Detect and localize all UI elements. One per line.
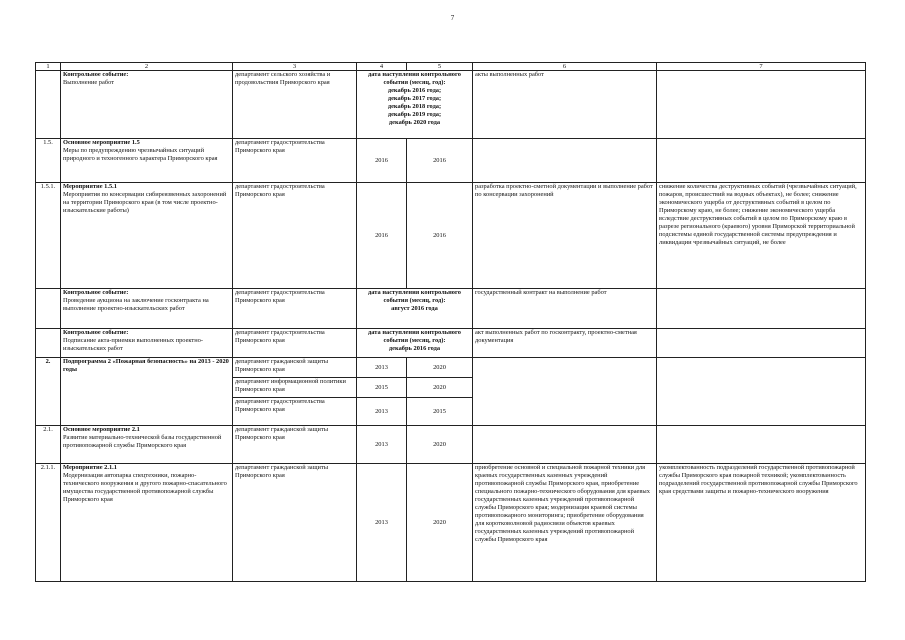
item-description xyxy=(61,464,233,582)
indicator: укомплектованность подразделений государственной противопожарной службы Приморского края пожарной техникой; укомплектованность подразделений государственной противопожарной службы Приморского края средствами защиты и пожарно-технического вооружения xyxy=(657,464,866,582)
start-year: 2013 xyxy=(357,426,407,464)
item-description xyxy=(61,71,233,139)
end-year: 2020 xyxy=(407,426,473,464)
table-row xyxy=(36,71,866,139)
column-number: 1 xyxy=(36,63,61,71)
item-description xyxy=(61,139,233,183)
column-number-row xyxy=(36,63,866,71)
expected-result: приобретение основной и специальной пожарной техники для краевых государственных казенных учреждений противопожарной службы Приморского края, приобретение специального пожарно-технического оборудования для краевых государственных казенных учреждений противопожарной службы Приморского края; модернизация краевой системы противопожарного мониторинга; приобретение оборудования для коротковолновой радиосвязи объектов краевых государственных казенных учреждений противопожарной службы Приморского края xyxy=(473,464,657,582)
column-number: 2 xyxy=(61,63,233,71)
table-row xyxy=(36,329,866,358)
table-row xyxy=(36,464,866,582)
end-year: 2020 xyxy=(407,464,473,582)
item-number: 2.1. xyxy=(36,426,61,464)
item-number xyxy=(36,329,61,358)
indicator xyxy=(657,358,866,426)
table-row xyxy=(36,289,866,329)
start-year: 2015 xyxy=(357,378,407,398)
item-number: 1.5.1. xyxy=(36,183,61,289)
item-description xyxy=(61,329,233,358)
expected-result: акты выполненных работ xyxy=(473,71,657,139)
item-text: Выполнение работ xyxy=(63,79,114,86)
indicator xyxy=(657,426,866,464)
executor: департамент градостроительства Приморского края xyxy=(233,329,357,358)
executor: департамент градостроительства Приморского края xyxy=(233,289,357,329)
end-year: 2015 xyxy=(407,398,473,426)
item-description xyxy=(61,426,233,464)
start-year: 2013 xyxy=(357,398,407,426)
item-number: 1.5. xyxy=(36,139,61,183)
indicator xyxy=(657,289,866,329)
expected-result xyxy=(473,139,657,183)
column-number: 5 xyxy=(407,63,473,71)
executor: департамент гражданской защиты Приморского края xyxy=(233,426,357,464)
item-title: Мероприятие 2.1.1 xyxy=(63,464,117,471)
item-text: Меры по предупреждению чрезвычайных ситуаций природного и техногенного характера Приморского края xyxy=(63,147,218,162)
expected-result: разработка проектно-сметной документации и выполнение работ по консервации захоронений xyxy=(473,183,657,289)
table-row xyxy=(36,183,866,289)
item-title: Мероприятие 1.5.1 xyxy=(63,183,117,190)
executor: департамент гражданской защиты Приморского края xyxy=(233,358,357,378)
column-number: 7 xyxy=(657,63,866,71)
indicator xyxy=(657,329,866,358)
item-text: Подписание акта-приемки выполненных проектно-изыскательских работ xyxy=(63,337,203,352)
executor: департамент градостроительства Приморского края xyxy=(233,139,357,183)
end-year: 2020 xyxy=(407,378,473,398)
column-number: 6 xyxy=(473,63,657,71)
expected-result: государственный контракт на выполнение работ xyxy=(473,289,657,329)
item-number xyxy=(36,289,61,329)
program-table xyxy=(35,62,866,582)
item-title: Основное мероприятие 2.1 xyxy=(63,426,140,433)
start-year: 2016 xyxy=(357,183,407,289)
item-text: Проведение аукциона на заключение госконтракта на выполнение проектно-изыскательских работ xyxy=(63,297,209,312)
end-year: 2016 xyxy=(407,183,473,289)
item-text: Мероприятия по консервации сибиреязвенных захоронений на территории Приморского края (в том числе проектно-изыскательские работы) xyxy=(63,191,227,214)
control-event-dates: дата наступления контрольного события (месяц, год): декабрь 2016 года; декабрь 2017 года; декабрь 2018 года; декабрь 2019 года; декабрь 2020 года xyxy=(357,71,473,139)
item-description xyxy=(61,289,233,329)
start-year: 2013 xyxy=(357,464,407,582)
item-title: Подпрограмма 2 «Пожарная безопасность» на 2013 - 2020 годы xyxy=(61,358,233,426)
executor: департамент градостроительства Приморского края xyxy=(233,398,357,426)
indicator xyxy=(657,139,866,183)
start-year: 2016 xyxy=(357,139,407,183)
end-year: 2020 xyxy=(407,358,473,378)
item-number: 2.1.1. xyxy=(36,464,61,582)
expected-result xyxy=(473,426,657,464)
indicator xyxy=(657,71,866,139)
table-row xyxy=(36,358,866,378)
item-description xyxy=(61,183,233,289)
column-number: 4 xyxy=(357,63,407,71)
start-year: 2013 xyxy=(357,358,407,378)
item-text: Развитие материально-технической базы государственной противопожарной службы Приморского края xyxy=(63,434,222,449)
item-number xyxy=(36,71,61,139)
item-title: Контрольное событие: xyxy=(63,329,129,336)
control-event-dates: дата наступления контрольного события (месяц, год): декабрь 2016 года xyxy=(357,329,473,358)
executor: департамент гражданской защиты Приморского края xyxy=(233,464,357,582)
executor: департамент сельского хозяйства и продовольствия Приморского края xyxy=(233,71,357,139)
end-year: 2016 xyxy=(407,139,473,183)
executor: департамент градостроительства Приморского края xyxy=(233,183,357,289)
expected-result xyxy=(473,358,657,426)
expected-result: акт выполненных работ по госконтракту, проектно-сметная документация xyxy=(473,329,657,358)
executor: департамент информационной политики Приморского края xyxy=(233,378,357,398)
item-title: Контрольное событие: xyxy=(63,71,129,78)
item-number: 2. xyxy=(36,358,61,426)
item-title: Основное мероприятие 1.5 xyxy=(63,139,140,146)
control-event-dates: дата наступления контрольного события (месяц, год): август 2016 года xyxy=(357,289,473,329)
table-row xyxy=(36,139,866,183)
column-number: 3 xyxy=(233,63,357,71)
page-number: 7 xyxy=(450,14,455,22)
table-row xyxy=(36,426,866,464)
item-text: Модернизация автопарка спецтехники, пожарно-технического вооружения и другого пожарно-спасательного имущества государственной противопожарной службы Приморского края xyxy=(63,472,227,503)
item-title: Контрольное событие: xyxy=(63,289,129,296)
indicator: снижение количества деструктивных событий (чрезвычайных ситуаций, пожаров, происшествий на водных объектах), не более; снижение экономического ущерба от деструктивных событий в целом по Приморскому краю, не более; снижение экономического ущерба вследствие деструктивных событий в целом по Приморскому краю в разрезе регионального (краевого) уровня Приморской территориальной подсистемы единой государственной системы предупреждения и ликвидации чрезвычайных ситуаций, не более xyxy=(657,183,866,289)
